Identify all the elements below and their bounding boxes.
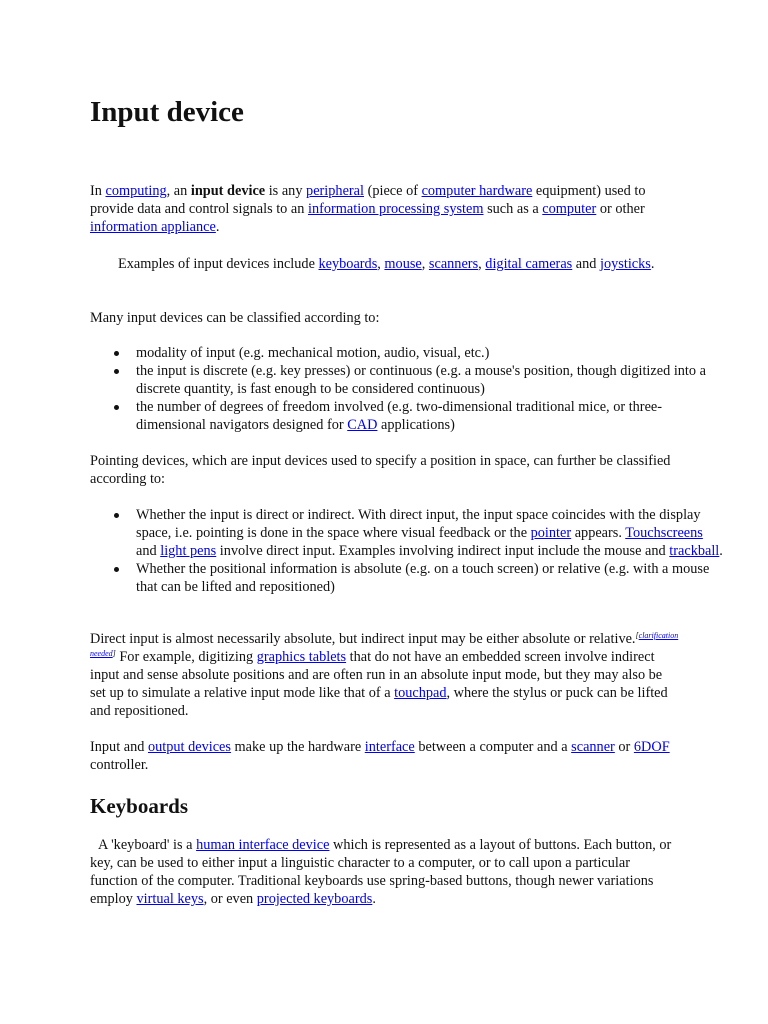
link-computer[interactable]: computer	[542, 201, 597, 217]
text: and	[136, 543, 161, 559]
text: and	[572, 256, 601, 272]
link-mouse[interactable]: mouse	[384, 256, 422, 272]
link-output-devices[interactable]: output devices	[147, 739, 231, 755]
link-trackball[interactable]: trackball	[669, 543, 720, 559]
text: In	[90, 183, 106, 199]
text: appears.	[571, 525, 626, 541]
text: make up the hardware	[230, 739, 365, 755]
keyboards-heading: Keyboards	[90, 794, 189, 818]
citation-superscript: [clarification needed]	[90, 631, 679, 658]
text: involve direct input. Examples involving indirect input include the mouse and	[216, 543, 670, 559]
link-digital-cameras[interactable]: digital cameras	[485, 256, 573, 272]
link-scanners[interactable]: scanners	[428, 256, 479, 272]
keyboards-paragraph	[90, 836, 680, 908]
link-computer-hardware[interactable]: computer hardware	[421, 183, 533, 199]
text: , or even	[203, 891, 257, 907]
intro-paragraph	[90, 182, 680, 236]
link-pointer[interactable]: pointer	[530, 525, 572, 541]
link-touchpad[interactable]: touchpad	[394, 685, 447, 701]
text: A 'keyboard' is a	[98, 837, 197, 853]
text: the number of degrees of freedom involved (e.g. two-dimensional traditional mice, or three-dimensional navigators designed for	[136, 399, 663, 433]
classified-intro: Many input devices can be classified according to:	[90, 310, 380, 326]
link-peripheral[interactable]: peripheral	[306, 183, 364, 199]
link-graphics-tablets[interactable]: graphics tablets	[256, 649, 347, 665]
direct-input-paragraph	[90, 630, 680, 720]
text: the input is discrete (e.g. key presses) or continuous (e.g. a mouse's position, though digitized into a discrete quantity, is fast enough to be considered continuous)	[136, 363, 706, 397]
examples-paragraph	[90, 255, 680, 273]
link-projected-keyboards[interactable]: projected keyboards	[256, 891, 373, 907]
text: between a computer and a	[414, 739, 572, 755]
text: or	[614, 739, 634, 755]
text: , an	[166, 183, 191, 199]
io-paragraph	[90, 738, 680, 774]
text: .	[215, 219, 220, 235]
link-touchscreens[interactable]: Touchscreens	[625, 525, 703, 541]
text: For example, digitizing	[115, 649, 257, 665]
text: .	[372, 891, 376, 907]
text: Examples of input devices include	[118, 256, 319, 272]
text: which is represented as a layout of buttons. Each button, or key, can be used to either input a linguistic character to a computer, or to call upon a particular function of the computer. Traditional keyboards use spring-based buttons, though newer variations employ	[90, 837, 672, 907]
text: is any	[265, 183, 307, 199]
text: equipment) used to provide data and control signals to an	[90, 183, 646, 217]
link-6dof[interactable]: 6DOF	[633, 739, 670, 755]
text: such as a	[483, 201, 543, 217]
link-information-appliance[interactable]: information appliance	[90, 219, 216, 235]
list-item	[136, 362, 726, 398]
text: applications)	[377, 417, 455, 433]
text: controller.	[90, 757, 149, 773]
link-interface[interactable]: interface	[364, 739, 415, 755]
text: .	[719, 543, 723, 559]
text: , where the stylus or puck can be lifted and repositioned.	[90, 685, 668, 719]
link-clarification-needed[interactable]: clarification needed	[90, 631, 679, 658]
text: ,	[377, 256, 385, 272]
link-human-interface-device[interactable]: human interface device	[196, 837, 330, 853]
link-scanner[interactable]: scanner	[571, 739, 615, 755]
classification-list	[90, 344, 726, 434]
text: .	[650, 256, 655, 272]
text: Input and	[90, 739, 148, 755]
text: Direct input is almost necessarily absolute, but indirect input may be either absolute or relative.	[90, 631, 636, 647]
text: ,	[421, 256, 429, 272]
text: (piece of	[364, 183, 422, 199]
link-light-pens[interactable]: light pens	[160, 543, 217, 559]
link-cad[interactable]: CAD	[347, 417, 378, 433]
text: or other	[596, 201, 645, 217]
list-item	[136, 506, 726, 560]
link-joysticks[interactable]: joysticks	[600, 256, 651, 272]
pointing-intro: Pointing devices, which are input devices used to specify a position in space, can further be classified according to:	[90, 453, 671, 487]
text: that do not have an embedded screen involve indirect input and sense absolute positions and are often run in an absolute input mode, but they may also be set up to simulate a relative input mode like that of a	[90, 649, 663, 701]
page-title: Input device	[90, 96, 244, 128]
link-keyboards[interactable]: keyboards	[318, 256, 378, 272]
list-item	[136, 398, 726, 434]
link-computing[interactable]: computing	[105, 183, 167, 199]
list-item: Whether the positional information is absolute (e.g. on a touch screen) or relative (e.g. with a mouse that can be lifted and repositioned)	[136, 560, 726, 596]
list-item: modality of input (e.g. mechanical motion, audio, visual, etc.)	[136, 344, 726, 362]
link-information-processing-system[interactable]: information processing system	[307, 201, 484, 217]
link-virtual-keys[interactable]: virtual keys	[136, 891, 204, 907]
text: ,	[478, 256, 486, 272]
text: Whether the input is direct or indirect. With direct input, the input space coincides with the display space, i.e. pointing is done in the space where visual feedback or the	[136, 507, 701, 541]
bold-term: input device	[190, 183, 266, 199]
pointing-list	[90, 506, 726, 596]
